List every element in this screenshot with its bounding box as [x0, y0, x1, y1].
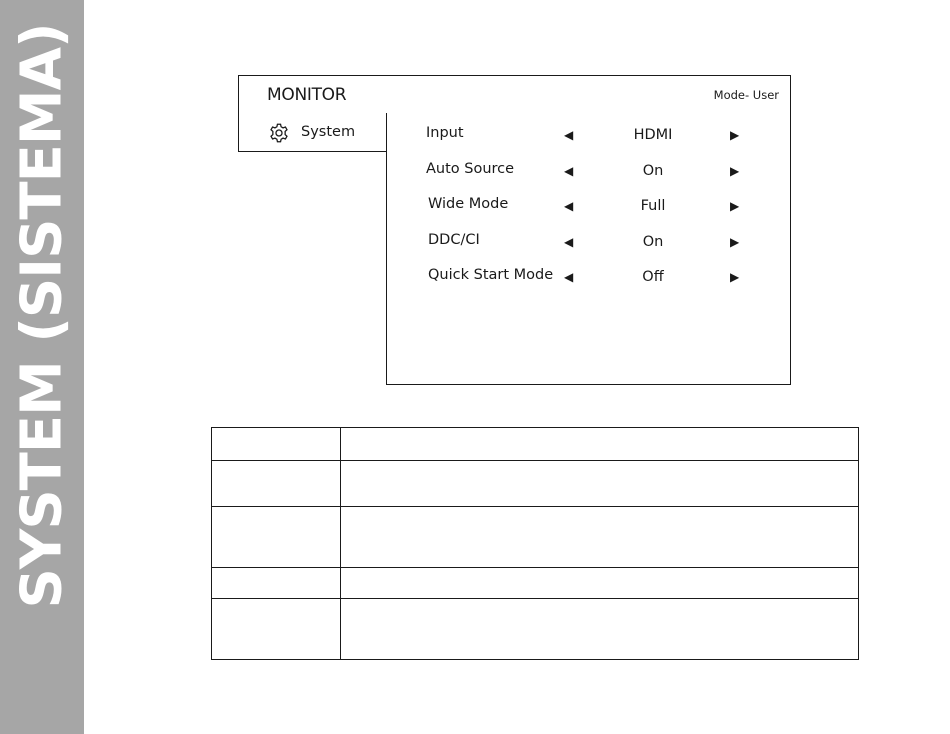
arrow-right-icon[interactable]: ▶ [730, 270, 740, 284]
table-cell [212, 599, 341, 660]
side-band [0, 0, 84, 734]
osd-mode: Mode- User [713, 88, 779, 102]
setting-name: Quick Start Mode [428, 267, 554, 283]
table-cell [341, 568, 859, 599]
arrow-left-icon[interactable]: ◀ [564, 128, 574, 142]
section-title: SYSTEM (SISTEMA) [9, 23, 75, 609]
table-cell [341, 428, 859, 461]
setting-row-auto-source[interactable] [387, 159, 790, 183]
setting-value: Off [642, 269, 664, 285]
table-row [212, 568, 859, 599]
settings-panel [386, 113, 791, 385]
osd-header [238, 75, 791, 114]
description-table [211, 427, 859, 660]
table-row [212, 507, 859, 568]
setting-value: Full [640, 198, 666, 214]
arrow-right-icon[interactable]: ▶ [730, 128, 740, 142]
arrow-left-icon[interactable]: ◀ [564, 199, 574, 213]
setting-name: Wide Mode [428, 196, 509, 212]
table-cell [212, 428, 341, 461]
setting-row-input[interactable] [387, 123, 790, 147]
arrow-right-icon[interactable]: ▶ [730, 235, 740, 249]
setting-name: DDC/CI [428, 232, 480, 248]
table-row [212, 599, 859, 660]
setting-value: HDMI [633, 127, 673, 143]
setting-value: On [642, 163, 664, 179]
gear-icon [268, 122, 290, 144]
table-row [212, 461, 859, 507]
setting-row-ddc-ci[interactable] [387, 230, 790, 254]
setting-name: Auto Source [426, 161, 515, 177]
arrow-right-icon[interactable]: ▶ [730, 199, 740, 213]
osd-title: MONITOR [267, 85, 347, 105]
arrow-left-icon[interactable]: ◀ [564, 270, 574, 284]
table-cell [212, 568, 341, 599]
setting-row-wide-mode[interactable] [387, 194, 790, 218]
tab-system[interactable] [238, 113, 388, 152]
table-row [212, 428, 859, 461]
table-cell [212, 507, 341, 568]
table-cell [341, 507, 859, 568]
setting-row-quick-start-mode[interactable] [387, 265, 790, 289]
table-cell [341, 461, 859, 507]
arrow-left-icon[interactable]: ◀ [564, 164, 574, 178]
arrow-left-icon[interactable]: ◀ [564, 235, 574, 249]
tab-label: System [301, 124, 356, 140]
arrow-right-icon[interactable]: ▶ [730, 164, 740, 178]
setting-name: Input [426, 125, 464, 141]
setting-value: On [642, 234, 664, 250]
table-cell [212, 461, 341, 507]
table-cell [341, 599, 859, 660]
